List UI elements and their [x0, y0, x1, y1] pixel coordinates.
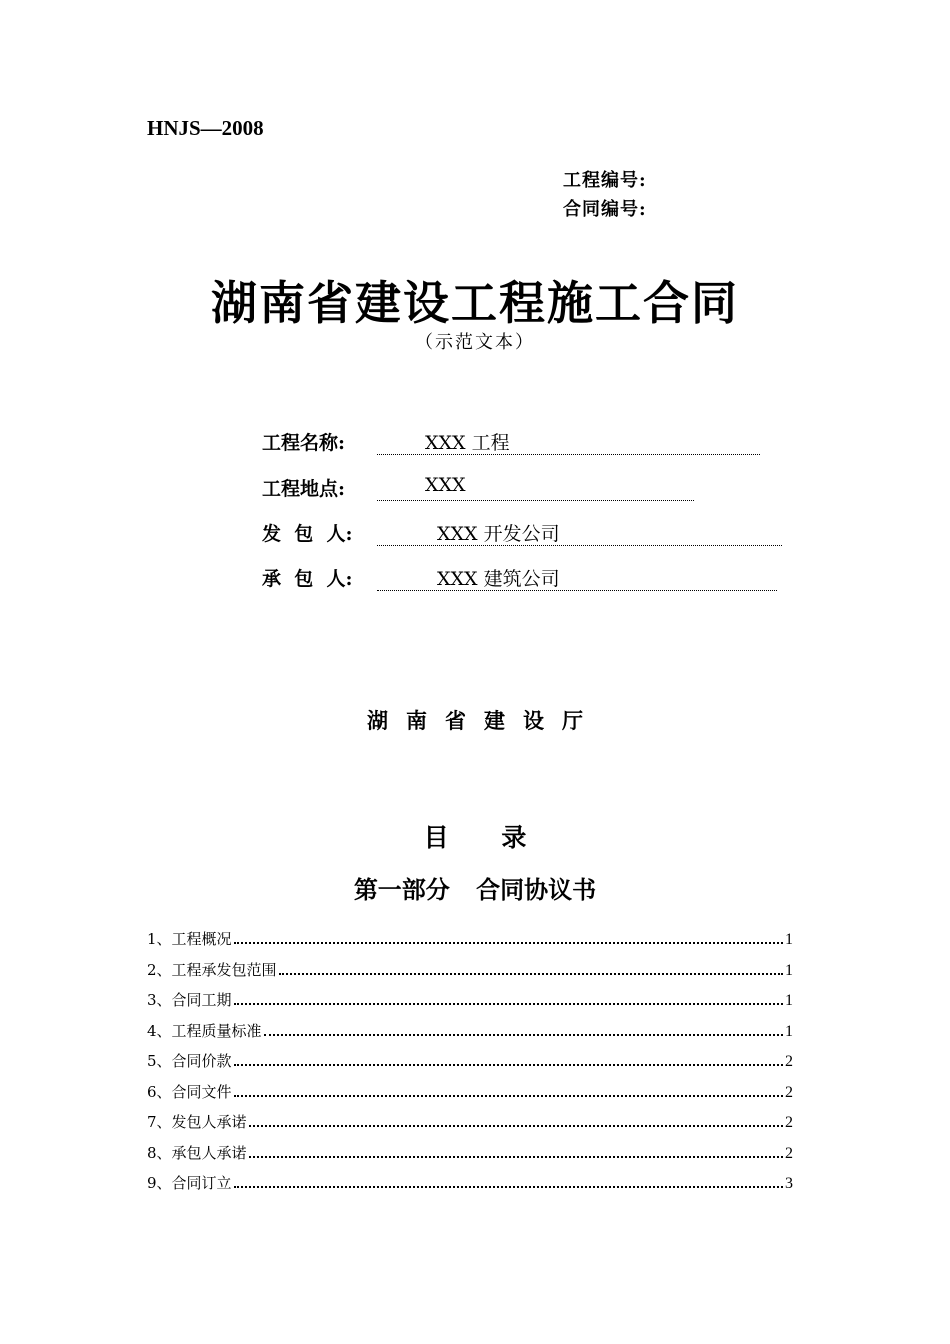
document-code: HNJS—2008: [147, 116, 264, 140]
toc-entry[interactable]: [147, 989, 793, 1020]
toc-entry-title: 6、合同文件: [147, 1082, 232, 1101]
toc-entry-title: 4、工程质量标准: [147, 1021, 262, 1040]
toc-entry-page: 2: [785, 1083, 793, 1101]
project-location-field: [262, 474, 762, 504]
contractor-field: [262, 564, 787, 594]
toc-entry[interactable]: [147, 1172, 793, 1203]
contract-numbers: [563, 166, 647, 224]
toc-leader-dots: [279, 973, 783, 975]
project-location-value: XXX: [425, 474, 466, 496]
toc-leader-dots: [234, 1095, 783, 1097]
toc-entry[interactable]: [147, 1142, 793, 1173]
contractor-label: 承 包 人:: [262, 568, 353, 590]
toc-entry[interactable]: [147, 959, 793, 990]
part-one-title: 第一部分 合同协议书: [353, 876, 597, 904]
table-of-contents: [147, 928, 793, 1203]
toc-leader-dots: [249, 1156, 783, 1158]
toc-entry-title: 1、工程概况: [147, 930, 232, 948]
employer-value: XXX 开发公司: [437, 523, 560, 545]
toc-entry-page: 1: [785, 961, 793, 979]
toc-heading: 目 录: [423, 823, 527, 852]
toc-leader-dots: [264, 1034, 783, 1036]
toc-entry-page: 3: [785, 1175, 793, 1192]
toc-entry-page: 1: [785, 931, 793, 948]
project-location-underline: [377, 500, 694, 501]
toc-leader-dots: [234, 1064, 783, 1066]
toc-entry-page: 2: [785, 1053, 793, 1070]
employer-field: [262, 519, 787, 549]
project-number-label: 工程编号:: [563, 170, 647, 191]
contractor-value: XXX 建筑公司: [437, 568, 560, 590]
toc-entry-page: 2: [785, 1144, 793, 1162]
toc-entry[interactable]: [147, 1111, 793, 1142]
toc-entry-title: 5、合同价款: [147, 1052, 232, 1070]
toc-entry[interactable]: [147, 928, 793, 959]
toc-entry-title: 9、合同订立: [147, 1174, 232, 1192]
toc-entry[interactable]: [147, 1050, 793, 1081]
project-location-label: 工程地点:: [262, 478, 346, 500]
project-name-value: XXX 工程: [425, 432, 510, 454]
toc-entry[interactable]: [147, 1081, 793, 1112]
toc-leader-dots: [234, 942, 783, 944]
document-title: 湖南省建设工程施工合同: [211, 276, 739, 330]
toc-entry-title: 3、合同工期: [147, 991, 232, 1009]
toc-entry-page: 1: [785, 1022, 793, 1040]
toc-leader-dots: [249, 1125, 783, 1127]
toc-entry-title: 2、工程承发包范围: [147, 960, 277, 979]
toc-entry-title: 8、承包人承诺: [147, 1143, 247, 1162]
project-name-field: [262, 428, 762, 458]
contract-number-label: 合同编号:: [563, 199, 647, 220]
toc-entry-page: 1: [785, 992, 793, 1009]
toc-leader-dots: [234, 1186, 783, 1188]
document-subtitle: （示范文本）: [415, 332, 535, 353]
toc-entry[interactable]: [147, 1020, 793, 1051]
project-name-label: 工程名称:: [262, 432, 346, 454]
toc-entry-page: 2: [785, 1114, 793, 1131]
employer-label: 发 包 人:: [262, 523, 353, 545]
toc-leader-dots: [234, 1003, 783, 1005]
issuing-authority: 湖南省建设厅: [367, 708, 601, 733]
toc-entry-title: 7、发包人承诺: [147, 1113, 247, 1131]
